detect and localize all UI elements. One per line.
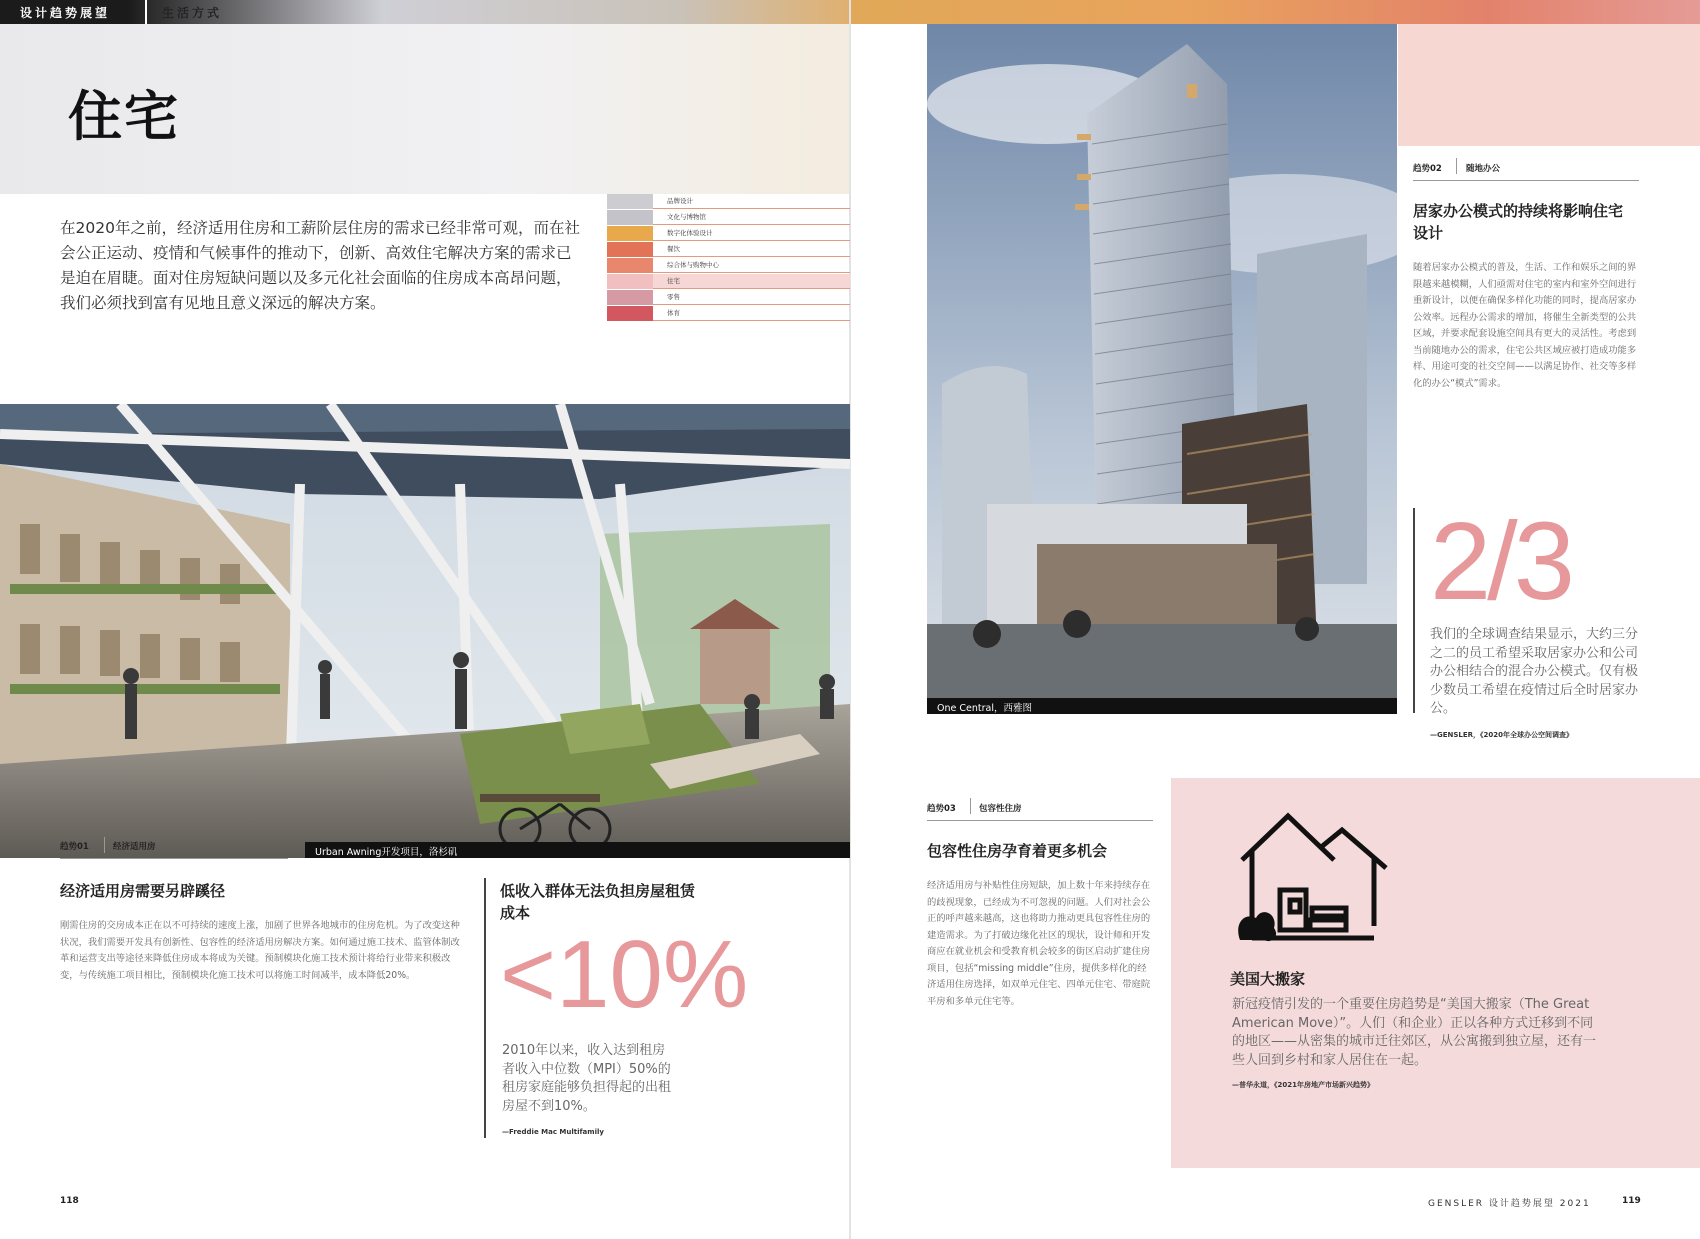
stat10-heading: 低收入群体无法负担房屋租赁成本 [500,882,696,922]
great-move-source: —普华永道，《2021年房地产市场新兴趋势》 [1232,1081,1374,1089]
awning-caption-bar [305,842,850,858]
tower-caption: One Central，西雅图 [937,703,1032,714]
trend02-rule [1413,180,1639,181]
legend-swatch [607,210,653,225]
legend-rule [653,304,850,305]
tower-caption-bar [927,698,1397,714]
top-bar-left [0,0,850,24]
publication-footer: GENSLER 设计趋势展望 2021 [1428,1199,1591,1209]
legend-swatch [607,242,653,257]
great-move-heading: 美国大搬家 [1230,970,1306,988]
section-tag: 设计趋势展望 [20,6,111,20]
trend02-tag: 随地办公 [1466,164,1501,174]
stat10-number: <10% [500,921,749,1028]
stat10-rule [484,878,486,1138]
trend03-heading: 包容性住房孕育着更多机会 [927,842,1108,860]
page-number-left: 118 [60,1196,79,1206]
legend-item [607,306,850,321]
trend02-number: 趋势02 [1413,164,1442,174]
one-central-tower-image [927,24,1397,714]
legend-item [607,242,850,257]
stat10-text: 2010年以来，收入达到租房者收入中位数（MPI）50%的租房家庭能够负担得起的出租房屋不到10%。 [502,1043,672,1114]
legend-rule [653,272,850,273]
stat23-number: 2/3 [1430,500,1571,623]
legend-swatch [607,194,653,209]
legend-label: 数字化体验设计 [667,229,713,237]
trend02-separator [1456,158,1457,174]
legend-label: 文化与博物馆 [667,213,706,221]
legend-swatch [607,258,653,273]
trend03-number: 趋势03 [927,804,956,814]
legend-rule [653,288,850,289]
trend02-body: 随着居家办公模式的普及，生活、工作和娱乐之间的界限越来越模糊，人们亟需对住宅的室内和室外空间进行重新设计，以便在确保多样化功能的同时，提高居家办公效率。远程办公需求的增加，将催生全新类型的公共区域，并要求配套设施空间具有更大的灵活性。考虑到当前随地办公的需求，住宅公共区域应被打造成功能多样、用途可变的社交空间——以满足协作、社交等多样化的办公“模式”需求。 [1413,262,1637,389]
legend-swatch [607,226,653,241]
stat23-source: —GENSLER，《2020年全球办公空间调查》 [1430,731,1574,739]
legend-item [607,194,850,209]
legend-label: 餐饮 [667,245,680,253]
legend-item [607,226,850,241]
legend-rule [653,240,850,241]
legend-rule [653,224,850,225]
legend-label: 住宅 [667,277,680,285]
stat23-rule [1413,508,1415,713]
legend-swatch [607,274,653,289]
legend-label: 综合体与购物中心 [667,261,719,269]
trend01-separator [104,837,105,853]
great-move-text: 新冠疫情引发的一个重要住房趋势是“美国大搬家（The Great American Move）”。人们（和企业）正以各种方式迁移到不同的地区——从密集的城市迁往郊区，从公寓搬到独立屋，还有一些人回到乡村和家人居住在一起。 [1232,997,1597,1068]
trend01-tag: 经济适用房 [113,842,156,852]
legend-label: 零售 [667,293,680,301]
urban-awning-image [0,404,850,858]
legend-rule [653,208,850,209]
page-number-right: 119 [1622,1196,1641,1206]
trend01-body: 刚需住房的交房成本正在以不可持续的速度上涨，加剧了世界各地城市的住房危机。为了改变这种状况，我们需要开发具有创新性、包容性的经济适用房解决方案。如何通过施工技术、监管体制改革和运营支出等途径来降低住房成本将成为关键。预制模块化施工技术预计将给行业带来积极改变，与传统施工项目相比，预制模块化施工技术可以将施工时间减半，成本降低20%。 [60,920,460,981]
stat23-text: 我们的全球调查结果显示，大约三分之二的员工希望采取居家办公和公司办公相结合的混合办公模式。仅有极少数员工希望在疫情过后全时居家办公。 [1430,627,1639,716]
legend-item [607,274,850,289]
trend01-rule [60,858,288,859]
legend-swatch [607,306,653,321]
stat10-source: —Freddie Mac Multifamily [502,1128,604,1136]
trend03-rule [927,820,1153,821]
page-title: 住宅 [68,85,180,148]
pink-box-top [1398,24,1700,146]
trend01-heading: 经济适用房需要另辟蹊径 [60,882,226,900]
legend-item [607,290,850,305]
legend-label: 品牌设计 [667,197,693,205]
legend-item [607,258,850,273]
legend-label: 体育 [667,309,680,317]
house-icon [1234,808,1392,948]
legend-rule [653,256,850,257]
intro-paragraph: 在2020年之前，经济适用住房和工薪阶层住房的需求已经非常可观，而在社会公正运动、疫情和气候事件的推动下，创新、高效住宅解决方案的需求已是迫在眉睫。面对住房短缺问题以及多元化社会面临的住房成本高昂问题，我们必须找到富有见地且意义深远的解决方案。 [60,219,580,312]
trend03-body: 经济适用房与补贴性住房短缺，加上数十年来持续存在的歧视现象，已经成为不可忽视的问题。人们对社会公正的呼声越来越高，这也将助力推动更具包容性住房的建造需求。为了打破边缘化社区的现状，设计师和开发商应在就业机会和受教育机会较多的街区启动扩建住房项目，包括“missing middle”住房，提供多样化的经济适用住房选择，如双单元住宅、四单元住宅、带庭院平房和多单元住宅等。 [927,880,1151,1007]
legend-swatch [607,290,653,305]
awning-caption: Urban Awning开发项目，洛杉矶 [315,847,458,858]
legend-rule [653,320,850,321]
trend03-separator [970,798,971,814]
subsection-tag: 生活方式 [162,6,223,20]
legend-item [607,210,850,225]
top-bar-right [850,0,1700,24]
trend01-number: 趋势01 [60,842,89,852]
trend02-heading: 居家办公模式的持续将影响住宅设计 [1413,202,1624,242]
trend03-tag: 包容性住房 [979,804,1022,814]
tag-separator [145,0,147,24]
